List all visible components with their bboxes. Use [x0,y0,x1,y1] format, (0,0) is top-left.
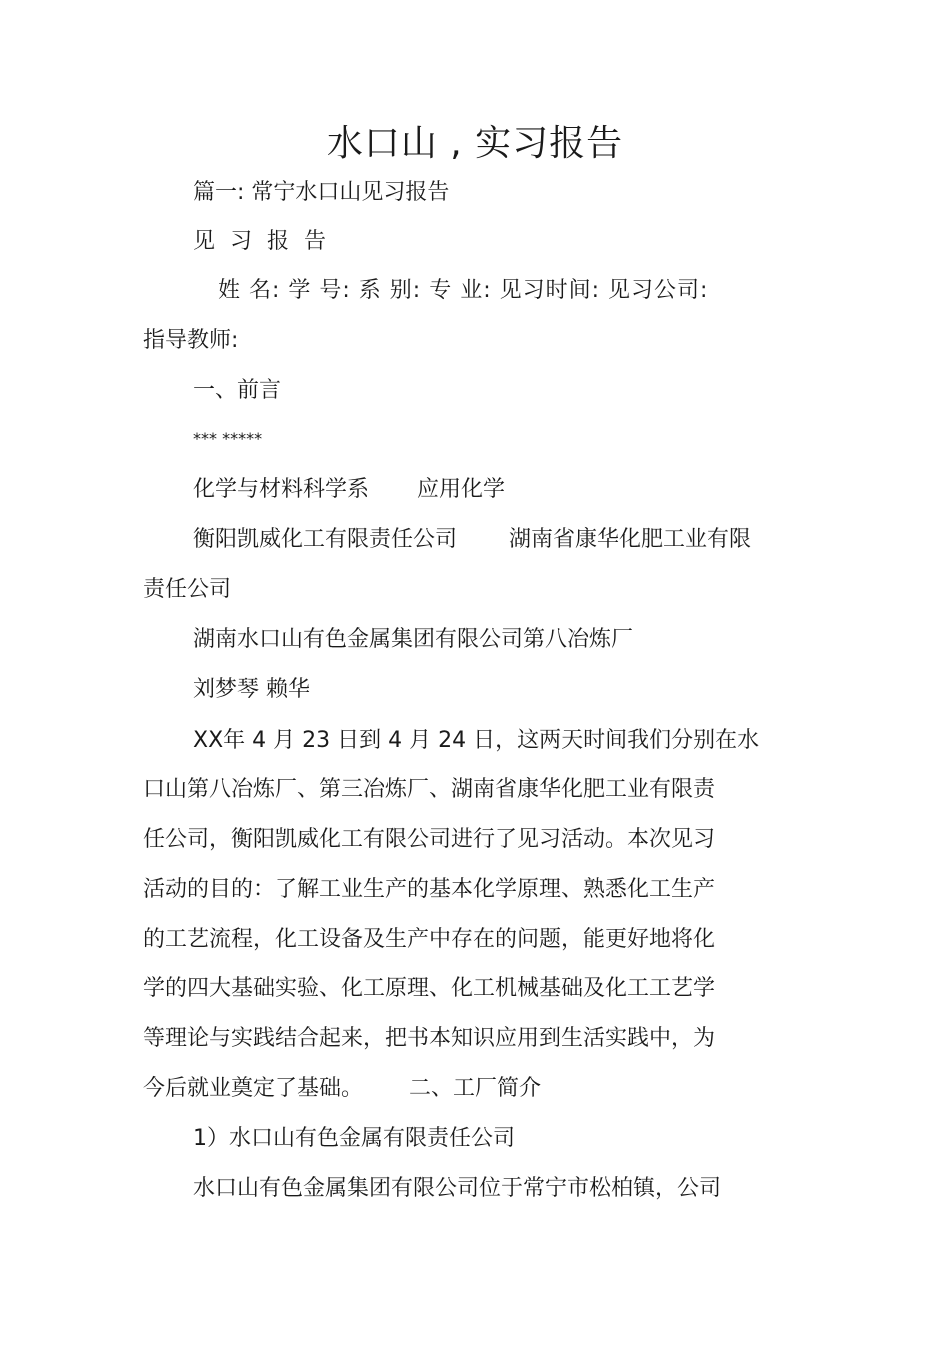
major: 应用化学 [417,477,506,502]
paragraph-line-5: 的工艺流程，化工设备及生产中存在的问题，能更好地将化 [143,927,716,952]
preface-heading: 一、前言 [193,378,282,403]
paragraph-line-6: 学的四大基础实验、化工原理、化工机械基础及化工工艺学 [143,976,716,1001]
companies-line [193,525,751,555]
document-title: 水口山 , 实习报告 [326,123,624,164]
paragraph-line-4: 活动的目的：了解工业生产的基本化学原理、熟悉化工生产 [143,877,716,902]
teachers: 刘梦琴 赖华 [193,677,310,702]
subtitle: 篇一: 常宁水口山见习报告 [193,180,450,205]
paragraph-line-2: 口山第八冶炼厂、第三冶炼厂、湖南省康华化肥工业有限责 [143,777,716,802]
paragraph-line-3: 任公司，衡阳凯威化工有限公司进行了见习活动。本次见习 [143,827,716,852]
department: 化学与材料科学系 [193,477,370,502]
paragraph-line-9: 水口山有色金属集团有限公司位于常宁市松柏镇，公司 [193,1176,722,1201]
section-1-heading: 1）水口山有色金属有限责任公司 [193,1126,515,1151]
supervisor-label: 指导教师: [143,328,239,353]
factory-intro-heading: 二、工厂简介 [409,1076,542,1101]
company-2-part2: 责任公司 [143,577,232,602]
company-1: 衡阳凯威化工有限责任公司 [193,527,458,552]
paragraph-line-7: 等理论与实践结合起来，把书本知识应用到生活实践中，为 [143,1026,716,1051]
paragraph-line-8a: 今后就业奠定了基础。 [143,1076,364,1101]
info-fields: 姓 名: 学 号: 系 别: 专 业: 见习时间: 见习公司: [218,278,709,303]
paragraph-line-1: XX年 4 月 23 日到 4 月 24 日，这两天时间我们分别在水 [193,728,760,753]
report-heading: 见 习 报 告 [193,229,330,254]
department-major-line [193,475,505,505]
company-2-part1: 湖南省康华化肥工业有限 [509,527,752,552]
masked-names: *** ***** [193,429,263,448]
paragraph-line-8 [143,1074,541,1104]
company-3: 湖南水口山有色金属集团有限公司第八冶炼厂 [193,627,634,652]
